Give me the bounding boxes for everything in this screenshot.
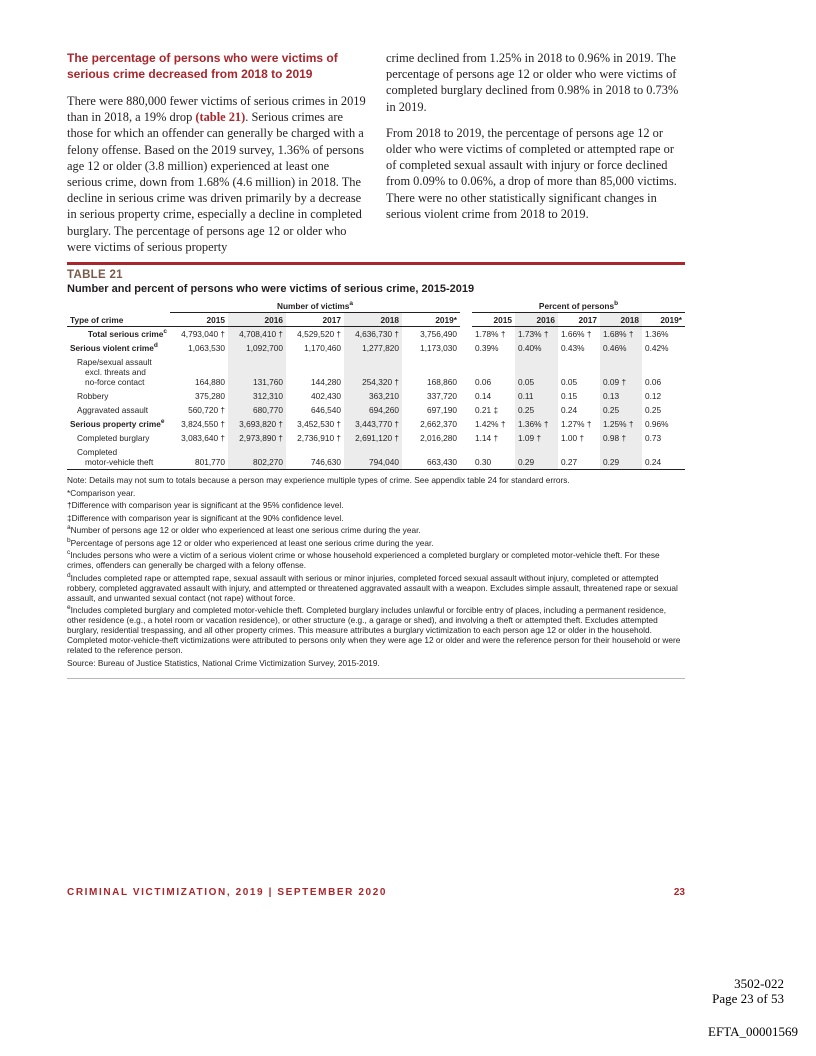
- document-id: 3502-022: [734, 976, 784, 991]
- cell-victims: 802,270: [228, 445, 286, 470]
- cell-percent: 1.66% †: [561, 329, 592, 339]
- cell-victims: 560,720 †: [188, 405, 225, 415]
- cell-percent: 1.09 †: [515, 431, 558, 445]
- cell-percent: 0.24: [561, 405, 578, 415]
- cell-victims: 794,040: [344, 445, 402, 470]
- cell-victims: 312,310: [228, 389, 286, 403]
- year-header: 2017: [558, 313, 600, 327]
- year-header: 2015: [472, 313, 515, 327]
- note-source: Source: Bureau of Justice Statistics, National Crime Victimization Survey, 2015-2019.: [67, 657, 380, 668]
- cell-percent: 0.96%: [645, 419, 669, 429]
- cell-victims: 4,636,730 †: [344, 327, 402, 342]
- cell-percent: 0.25: [600, 403, 642, 417]
- cell-percent: 0.27: [558, 445, 600, 470]
- paragraph-3: From 2018 to 2019, the percentage of persons age 12 or older who were victims of completed or attempted rape or of completed sexual assault with injury or force declined from 0.09% to 0.06%, a drop of more than 85,000 victims. There were no other statistically significant changes in serious violent crime from 2018 to 2019.: [386, 125, 677, 221]
- cell-victims: 2,973,890 †: [228, 431, 286, 445]
- cell-percent: 1.42% †: [475, 419, 506, 429]
- cell-percent: 1.27% †: [561, 419, 592, 429]
- cell-percent: 1.25% †: [600, 417, 642, 431]
- table-row: [67, 341, 685, 355]
- table-row: [67, 327, 685, 342]
- cell-victims: 680,770: [228, 403, 286, 417]
- bates-number: EFTA_00001569: [708, 1024, 798, 1039]
- cell-percent: 0.21 ‡: [475, 405, 499, 415]
- note-comparison: *Comparison year.: [67, 487, 136, 498]
- cell-percent: 0.06: [645, 377, 662, 387]
- note-dagger: †Difference with comparison year is significant at the 95% confidence level.: [67, 500, 344, 510]
- cell-victims: 3,443,770 †: [344, 417, 402, 431]
- cell-victims: 3,083,640 †: [181, 433, 225, 443]
- group-percent-header: Percent of persons$^b$: [472, 301, 685, 313]
- cell-victims: 254,320 †: [344, 355, 402, 389]
- year-header: 2018: [600, 313, 642, 327]
- right-text-column: [386, 50, 686, 232]
- cell-victims: 3,756,490: [420, 329, 457, 339]
- table-21: [67, 301, 685, 470]
- cell-victims: 375,280: [195, 391, 225, 401]
- cell-victims: 1,063,530: [188, 343, 225, 353]
- footnote-c: $^c$Includes persons who were a victim of a serious violent crime or whose household experienced a completed burglary or completed motor-vehicle theft. For these crimes, offenders can generally be charged with a felony offense.: [67, 549, 660, 570]
- cell-victims: 164,880: [195, 377, 225, 387]
- cell-victims: 363,210: [344, 389, 402, 403]
- cell-victims: 4,793,040 †: [181, 329, 225, 339]
- year-header: 2018: [344, 313, 402, 327]
- cell-percent: 1.36%: [645, 329, 669, 339]
- footnote-b: $^b$Percentage of persons age 12 or older who experienced at least one serious crime during the year.: [67, 536, 434, 548]
- table-21-link[interactable]: (table 21): [195, 110, 246, 125]
- cell-percent: 0.05: [561, 377, 578, 387]
- cell-percent: 0.73: [645, 433, 662, 443]
- left-text-column: [67, 50, 367, 265]
- cell-victims: 801,770: [170, 445, 228, 470]
- cell-percent: 0.29: [600, 445, 642, 470]
- cell-percent: 0.12: [645, 391, 662, 401]
- cell-victims: 2,662,370: [420, 419, 457, 429]
- footnote-d: $^d$Includes completed rape or attempted rape, sexual assault with serious or minor injuries, completed forced sexual assault without injury, completed or attempted robbery, completed aggravated assault with injury, and attempted or threatened aggravated assault with a weapon. Excludes simple assault, threatened rape or sexual assault, and unwanted sexual contact (not rape) without force.: [67, 571, 678, 603]
- year-header: 2016: [228, 313, 286, 327]
- cell-victims: 746,630: [286, 445, 344, 470]
- cell-percent: 1.14 †: [475, 433, 499, 443]
- cell-victims: 3,452,530 †: [297, 419, 341, 429]
- note-double-dagger: ‡Difference with comparison year is significant at the 90% confidence level.: [67, 512, 344, 523]
- type-of-crime-header: Type of crime: [67, 313, 170, 327]
- page-number: 23: [673, 887, 685, 898]
- table-row: [67, 445, 685, 470]
- cell-percent: 0.13: [600, 389, 642, 403]
- cell-percent: 0.25: [645, 405, 662, 415]
- group-header-row: [67, 301, 685, 313]
- year-header: 2015: [170, 313, 228, 327]
- paragraph-1-start: There were 880,000 fewer victims of serious crimes in 2019 than in 2018, a 19% drop: [67, 94, 366, 125]
- cell-victims: 144,280: [311, 377, 341, 387]
- cell-percent: 1.36% †: [515, 417, 558, 431]
- row-label: Serious violent crime$^d$: [70, 342, 158, 353]
- table-row: [67, 431, 685, 445]
- year-header: 2016: [515, 313, 558, 327]
- cell-victims: 131,760: [228, 355, 286, 389]
- cell-percent: 0.39%: [475, 343, 499, 353]
- column-header-row: [67, 313, 685, 327]
- cell-percent: 0.40%: [515, 341, 558, 355]
- cell-victims: 337,720: [427, 391, 457, 401]
- paragraph-1-end: . Serious crimes are those for which an offender can generally be charged with a felony offense. Based on the 2019 survey, 1.36% of persons age 12 or older (3.8 million) experienced at least one serious crime, down from 1.68% (4.6 million) in 2018. The decline in serious crime was driven primarily by a decrease in serious property crime, especially a decline in completed burglary. The percentage of persons age 12 or older who were victims of serious property: [67, 110, 364, 254]
- cell-percent: 0.42%: [645, 343, 669, 353]
- group-victims-header: Number of victims$^a$: [170, 301, 460, 313]
- cell-percent: 1.00 †: [561, 433, 585, 443]
- cell-victims: 697,190: [427, 405, 457, 415]
- notes-bottom-rule: [67, 678, 685, 679]
- row-label: Rape/sexual assault excl. threats and no-force contact: [77, 357, 152, 387]
- cell-victims: 1,277,820: [344, 341, 402, 355]
- table-row: [67, 389, 685, 403]
- cell-victims: 2,016,280: [420, 433, 457, 443]
- table-notes: [67, 475, 685, 670]
- cell-percent: 0.06: [475, 377, 492, 387]
- table-title: Number and percent of persons who were victims of serious crime, 2015-2019: [67, 283, 475, 295]
- cell-percent: 0.43%: [561, 343, 585, 353]
- footnote-e: $^e$Includes completed burglary and completed motor-vehicle theft. Completed burglary includes unlawful or forcible entry of places, including a permanent residence, other residence (e.g., a hotel room or vacation residence), or other structure (e.g., a garage or shed), and involving a theft or attempted theft. Excludes attempted burglary, residential trespassing, and all other property crimes. This measure attributes a burglary victimization to each person age 12 or older in the household. Completed motor-vehicle-theft victimizations were attributed to persons only when they were age 12 or older and were the reference person for their household or were related to the reference person.: [67, 604, 681, 655]
- row-label: Aggravated assault: [77, 405, 149, 415]
- cell-percent: 0.15: [561, 391, 578, 401]
- table-row: [67, 355, 685, 389]
- cell-percent: 0.11: [515, 389, 558, 403]
- cell-victims: 4,529,520 †: [297, 329, 341, 339]
- paragraph-2: crime declined from 1.25% in 2018 to 0.96% in 2019. The percentage of persons age 12 or older who were victims of completed burglary declined from 0.98% in 2018 to 0.73% in 2019.: [386, 51, 679, 114]
- cell-percent: 0.46%: [600, 341, 642, 355]
- cell-victims: 2,736,910 †: [297, 433, 341, 443]
- cell-percent: 0.98 †: [600, 431, 642, 445]
- row-label: Completed motor-vehicle theft: [67, 445, 170, 470]
- cell-victims: 402,430: [311, 391, 341, 401]
- row-label: Total serious crime$^c$: [87, 328, 167, 339]
- cell-percent: 0.29: [515, 445, 558, 470]
- row-label: Completed burglary: [77, 433, 150, 443]
- year-header: 2017: [286, 313, 344, 327]
- cell-victims: 646,540: [311, 405, 341, 415]
- year-header: 2019*: [402, 313, 460, 327]
- page-of-count: Page 23 of 53: [712, 991, 784, 1006]
- cell-percent: 0.25: [515, 403, 558, 417]
- cell-victims: 2,691,120 †: [344, 431, 402, 445]
- cell-percent: 0.14: [475, 391, 492, 401]
- cell-victims: 1,092,700: [228, 341, 286, 355]
- cell-percent: 0.30: [472, 445, 515, 470]
- cell-percent: 1.68% †: [600, 327, 642, 342]
- cell-percent: 1.73% †: [515, 327, 558, 342]
- cell-percent: 1.78% †: [475, 329, 506, 339]
- table-top-rule: [67, 262, 685, 265]
- cell-victims: 1,170,460: [304, 343, 341, 353]
- row-label: Serious property crime$^e$: [70, 418, 165, 429]
- cell-victims: 663,430: [402, 445, 460, 470]
- cell-victims: 3,824,550 †: [181, 419, 225, 429]
- year-header: 2019*: [642, 313, 685, 327]
- table-label: TABLE 21: [67, 269, 123, 281]
- paragraph-1: [67, 93, 367, 255]
- cell-percent: 0.05: [515, 355, 558, 389]
- cell-percent: 0.24: [642, 445, 685, 470]
- cell-percent: 0.09 †: [600, 355, 642, 389]
- cell-victims: 168,860: [427, 377, 457, 387]
- table-row: [67, 403, 685, 417]
- footnote-a: $^a$Number of persons age 12 or older who experienced at least one serious crime during the year.: [67, 524, 421, 535]
- row-label: Robbery: [77, 391, 109, 401]
- section-heading: The percentage of persons who were victims of serious crime decreased from 2018 to 2019: [67, 51, 338, 81]
- cell-victims: 3,693,820 †: [228, 417, 286, 431]
- note-details: Note: Details may not sum to totals because a person may experience multiple types of crime. See appendix table 24 for standard errors.: [67, 475, 570, 485]
- cell-victims: 1,173,030: [420, 343, 457, 353]
- victims-table: [67, 301, 685, 470]
- running-footer-title: CRIMINAL VICTIMIZATION, 2019 | SEPTEMBER 2020: [67, 887, 388, 898]
- cell-victims: 4,708,410 †: [228, 327, 286, 342]
- table-row: [67, 417, 685, 431]
- cell-victims: 694,260: [344, 403, 402, 417]
